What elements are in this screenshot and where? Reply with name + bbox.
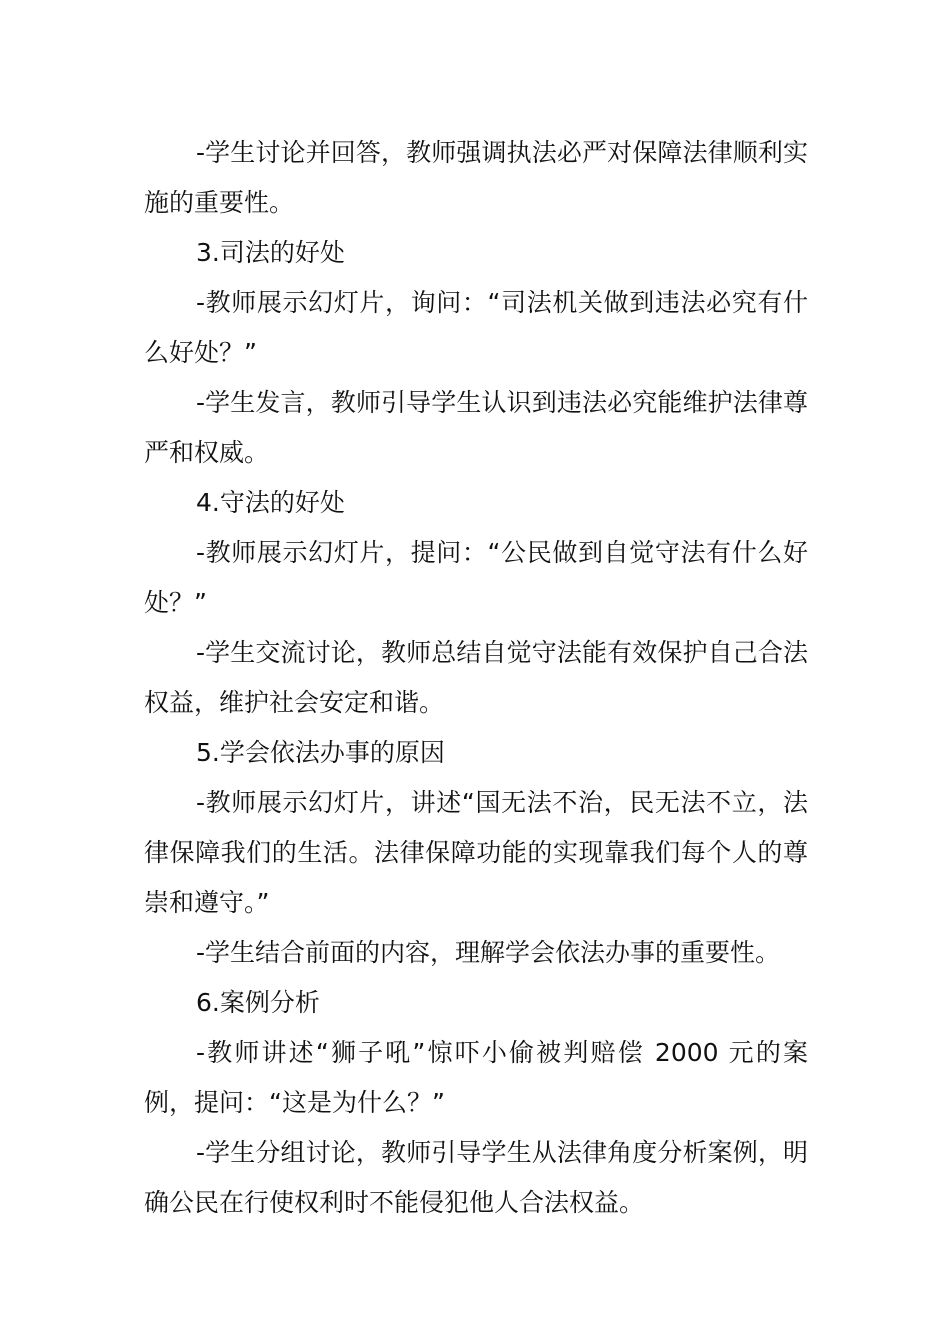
heading-law-abiding-benefits: 4.守法的好处: [196, 488, 345, 517]
heading-case-analysis: 6.案例分析: [196, 988, 320, 1017]
paragraph-group-discussion: -学生分组讨论，教师引导学生从法律角度分析案例，明确公民在行使权利时不能侵犯他人合法权益。: [144, 1138, 808, 1217]
paragraph-student-understanding: -学生结合前面的内容，理解学会依法办事的重要性。: [196, 938, 781, 967]
paragraph-exchange-summary: -学生交流讨论，教师总结自觉守法能有效保护自己合法权益，维护社会安定和谐。: [144, 638, 808, 717]
heading-judicial-benefits: 3.司法的好处: [196, 238, 345, 267]
paragraph-slide-citizen-question: -教师展示幻灯片，提问：“公民做到自觉守法有什么好处？”: [144, 538, 808, 617]
paragraph-student-speech: -学生发言，教师引导学生认识到违法必究能维护法律尊严和权威。: [144, 388, 808, 467]
document-body: [144, 128, 808, 1228]
heading-reason-lawful-conduct: 5.学会依法办事的原因: [196, 738, 445, 767]
paragraph-slide-judicial-question: -教师展示幻灯片，询问：“司法机关做到违法必究有什么好处？”: [144, 288, 808, 367]
paragraph-discussion-enforcement: -学生讨论并回答，教师强调执法必严对保障法律顺利实施的重要性。: [144, 138, 808, 217]
paragraph-case-story: -教师讲述“狮子吼”惊吓小偷被判赔偿 2000 元的案例，提问：“这是为什么？”: [144, 1038, 808, 1117]
paragraph-slide-lecture: -教师展示幻灯片，讲述“国无法不治，民无法不立，法律保障我们的生活。法律保障功能的实现靠我们每个人的尊崇和遵守。”: [144, 788, 808, 917]
